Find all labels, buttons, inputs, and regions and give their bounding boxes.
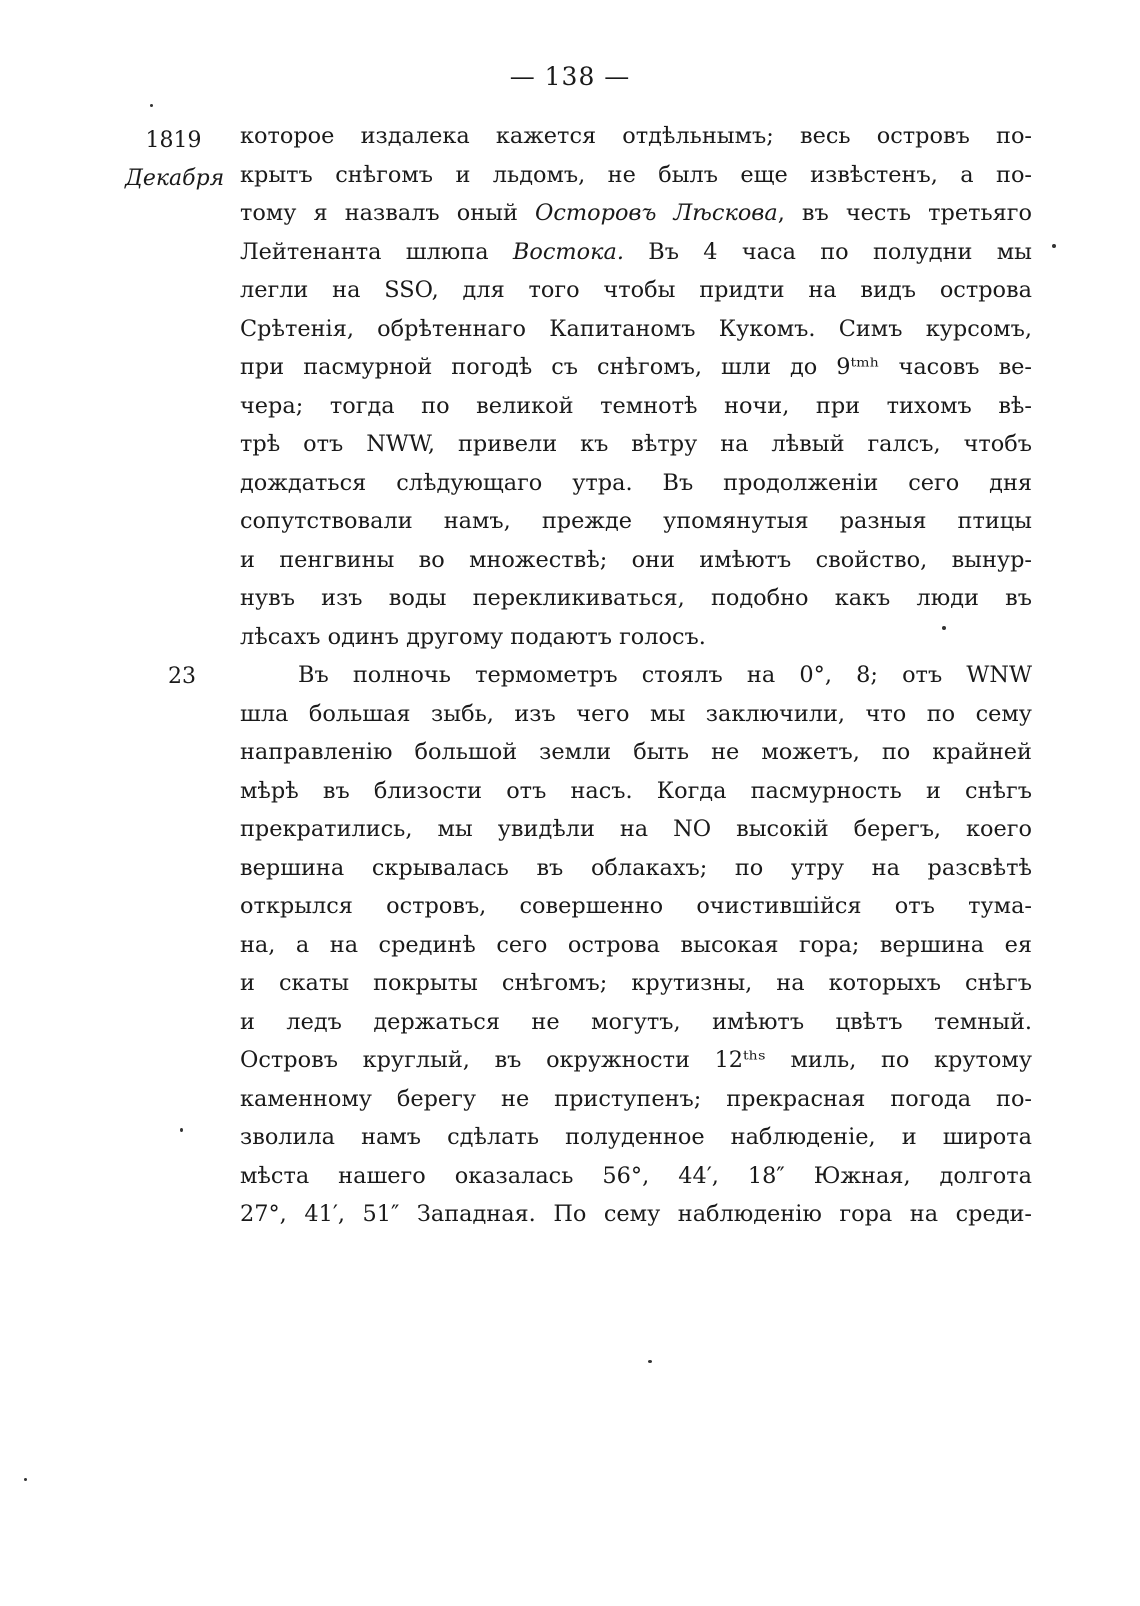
margin-day-note [168,658,228,696]
margin-date-note [125,122,240,198]
text-line: открылся островъ, совершенно очистившійся отъ тума- [240,893,1032,919]
text-line: 27°, 41′, 51″ Западная. По сему наблюденію гора на среди- [240,1201,1032,1227]
text-line: мѣста нашего оказалась 56°, 44′, 18″ Южная, долгота [240,1162,1032,1189]
text-line: прекратились, мы увидѣли на NO высокій берегъ, коего [240,816,1032,842]
island-name: Осторовъ Лѣскова [535,200,778,226]
text-line: нувъ изъ воды перекликиваться, подобно какъ люди въ [240,585,1032,611]
text-line: легли на SSO, для того чтобы придти на видъ острова [240,277,1032,303]
text-line [240,233,1032,272]
scan-speck [942,626,946,630]
text-line: лѣсахъ одинъ другому подаютъ голосъ. [240,623,706,650]
text-line: трѣ отъ NWW, привели къ вѣтру на лѣвый галсъ, чтобъ [240,431,1032,457]
text-line: зволила намъ сдѣлать полуденное наблюденіе, и широта [240,1124,1032,1150]
text-line: Въ полночь термометръ стоялъ на 0°, 8; отъ WNW [298,662,1032,688]
text-run: Лейтенанта шлюпа [240,238,513,265]
text-line: шла большая зыбь, изъ чего мы заключили, что по сему [240,700,1032,727]
text-line: и пенгвины во множествѣ; они имѣютъ свойство, вынур- [240,546,1032,573]
margin-month: Декабря [125,166,225,191]
text-line: направленію большой земли быть не можетъ, по крайней [240,739,1032,765]
margin-day: 23 [168,664,196,689]
text-line: сопутствовали намъ, прежде упомянутыя разныя птицы [240,508,1032,534]
text-line: и ледъ держаться не могутъ, имѣютъ цвѣтъ темный. [240,1008,1032,1035]
text-run: , въ честь третьяго [777,200,1032,226]
text-line: мѣрѣ въ близости отъ насъ. Когда пасмурность и снѣгъ [240,777,1032,804]
text-line: дождаться слѣдующаго утра. Въ продолженіи сего дня [240,469,1032,496]
scan-speck [1052,244,1056,248]
page-number: — 138 — [509,62,631,91]
text-line: Островъ круглый, въ окружности 12ᵗʰˢ миль, по крутому [240,1047,1032,1073]
paragraph-1 [240,117,1032,656]
text-run: тому я назвалъ оный [240,200,535,226]
paragraph-2 [240,656,1032,1234]
ship-name: Востока. [512,238,624,265]
text-line: каменному берегу не приступенъ; прекрасная погода по- [240,1085,1032,1112]
text-run: Въ 4 часа по полудни мы [623,238,1032,265]
scan-speck [648,1360,652,1363]
scan-speck [24,1478,27,1481]
text-line: вершина скрывалась въ облакахъ; по утру на разсвѣтѣ [240,854,1032,881]
text-line: чера; тогда по великой темнотѣ ночи, при тихомъ вѣ- [240,392,1032,419]
scan-speck [180,1128,183,1132]
text-line: крытъ снѣгомъ и льдомъ, не былъ еще извѣстенъ, а по- [240,161,1032,188]
text-line: при пасмурной погодѣ съ снѣгомъ, шли до 9ᵗᵐʰ часовъ ве- [240,354,1032,380]
scan-speck [150,104,153,107]
text-line: Срѣтенія, обрѣтеннаго Капитаномъ Кукомъ. Симъ курсомъ, [240,315,1032,342]
text-line [240,194,1032,233]
text-line: и скаты покрыты снѣгомъ; крутизны, на которыхъ снѣгъ [240,970,1032,996]
text-line: на, а на срединѣ сего острова высокая гора; вершина ея [240,931,1032,958]
text-line: которое издалека кажется отдѣльнымъ; весь островъ по- [240,123,1032,149]
margin-year: 1819 [145,128,202,153]
